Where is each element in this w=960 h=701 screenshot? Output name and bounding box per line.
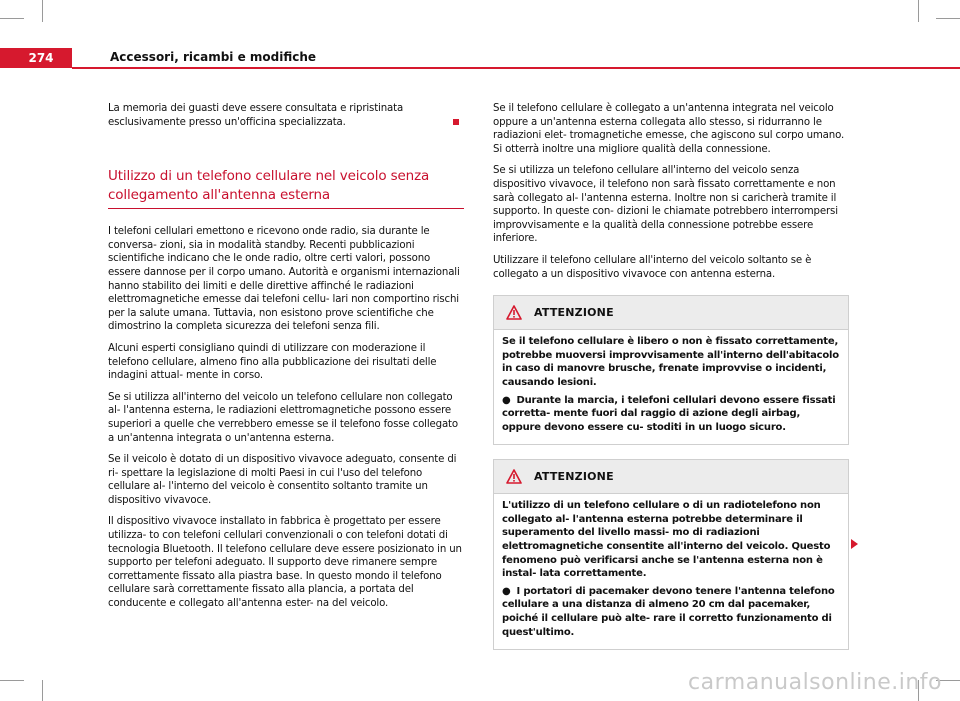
warning-triangle-icon <box>506 305 522 320</box>
paragraph: Utilizzare il telefono cellulare all'interno del veicolo soltanto se è collegato a un dispositivo vivavoce con antenna esterna. <box>493 254 812 280</box>
crop-mark <box>42 680 43 701</box>
left-column <box>108 102 462 619</box>
right-column <box>493 102 849 650</box>
warning-text: L'utilizzo di un telefono cellulare o di un radiotelefono non collegato al- l'antenna esterna potrebbe determinare il superamento del livello massi- mo di radiazioni elettromagnetiche consentite all'interno del veicolo. Questo fenomeno può verificarsi anche se l'antenna esterna non è instal- lata correttamente. <box>502 500 831 580</box>
warning-box <box>493 459 849 650</box>
paragraph: I telefoni cellulari emettono e ricevono onde radio, sia durante le conversa- zioni, sia in modalità standby. Recenti pubblicazioni scientifiche indicano che le onde radio, oltre certi valori, possono essere dannose per il corpo umano. Autorità e organismi internazionali hanno stabilito dei limiti e delle direttive affinché le radiazioni elettromagnetiche emesse dai telefoni cellu- lari non comportino rischi per la salute umana. Tuttavia, non esistono prove scientifiche che dimostrino la completa sicurezza dei telefoni senza fili. <box>108 226 460 333</box>
warning-triangle-icon <box>506 469 522 484</box>
section-end-mark-icon <box>453 119 459 125</box>
warning-bullet-text: Durante la marcia, i telefoni cellulari devono essere fissati corretta- mente fuori dal raggio di azione degli airbag, oppure devono essere cu- stoditi in un luogo sicuro. <box>502 394 836 433</box>
warning-header <box>494 460 848 494</box>
section-heading: Utilizzo di un telefono cellulare nel veicolo senza collegamento all'antenna esterna <box>108 167 464 209</box>
paragraph: Se il telefono cellulare è collegato a un'antenna integrata nel veicolo oppure a un'antenna esterna collegata allo stesso, si ridurranno le radiazioni elet- tromagnetiche emesse, che agiscono sul corpo umano. Si otterrà inoltre una migliore qualità della connessione. <box>493 103 845 155</box>
warning-title: ATTENZIONE <box>534 305 614 319</box>
warning-box <box>493 295 849 445</box>
warning-body <box>494 494 848 649</box>
paragraph: Alcuni esperti consigliano quindi di utilizzare con moderazione il telefono cellulare, almeno fino alla pubblicazione dei risultati delle indagini attual- mente in corso. <box>108 342 437 382</box>
warning-text: Se il telefono cellulare è libero o non è fissato correttamente, potrebbe muoversi improvvisamente all'interno dell'abitacolo in caso di manovre brusche, frenate improvvise o incidenti, causando lesioni. <box>502 336 839 388</box>
warning-header <box>494 296 848 330</box>
intro-paragraph: La memoria dei guasti deve essere consultata e ripristinata esclusivamente presso un'officina specializzata. <box>108 103 404 128</box>
warning-bullet <box>502 585 840 639</box>
header-rule <box>72 67 960 69</box>
bullet-icon: ● <box>502 585 511 597</box>
warning-title: ATTENZIONE <box>534 469 614 483</box>
crop-mark <box>0 680 24 681</box>
continue-arrow-icon <box>851 539 858 549</box>
warning-bullet-text: I portatori di pacemaker devono tenere l'antenna telefono cellulare a una distanza di almeno 20 cm dal pacemaker, poiché il cellulare può alte- rare il corretto funzionamento di quest'ultimo. <box>502 585 835 638</box>
paragraph: Se il veicolo è dotato di un dispositivo vivavoce adeguato, consente di ri- spettare la legislazione di molti Paesi in cui l'uso del telefono cellulare al- l'interno del veicolo è consentito soltanto tramite un dispositivo vivavoce. <box>108 454 457 506</box>
page-number: 274 <box>0 48 72 68</box>
crop-mark <box>918 0 919 22</box>
crop-mark <box>0 18 24 19</box>
paragraph: Il dispositivo vivavoce installato in fabbrica è progettato per essere utilizza- to con telefoni cellulari convenzionali o con telefoni dotati di tecnologia Bluetooth. Il telefono cellulare deve essere posizionato in un supporto per telefoni adeguato. Il supporto deve rimanere sempre correttamente fissato alla piastra base. In questo mondo il telefono cellulare sarà correttamente fissato alla plancia, a portata del conducente e collegato all'antenna ester- na del veicolo. <box>108 516 462 610</box>
warning-bullet <box>502 394 840 435</box>
crop-mark <box>42 0 43 22</box>
paragraph: Se si utilizza all'interno del veicolo un telefono cellulare non collegato al- l'antenna esterna, le radiazioni elettromagnetiche possono essere superiori a quelle che verrebbero emesse se il telefono fosse collegato a un'antenna integrata o un'antenna esterna. <box>108 391 458 444</box>
warning-body <box>494 330 848 444</box>
crop-mark <box>936 18 960 19</box>
page-header-title: Accessori, ricambi e modifiche <box>110 50 317 64</box>
watermark: carmanualsonline.info <box>688 670 942 695</box>
paragraph: Se si utilizza un telefono cellulare all'interno del veicolo senza dispositivo vivavoce, il telefono non sarà fissato correttamente e non sarà collegato al- l'antenna esterna. Inoltre non si caricherà tramite il supporto. In queste con- dizioni le chiamate potrebbero interrompersi improvvisamente e la qualità della connessione potrebbe essere inferiore. <box>493 165 838 245</box>
bullet-icon: ● <box>502 394 511 406</box>
